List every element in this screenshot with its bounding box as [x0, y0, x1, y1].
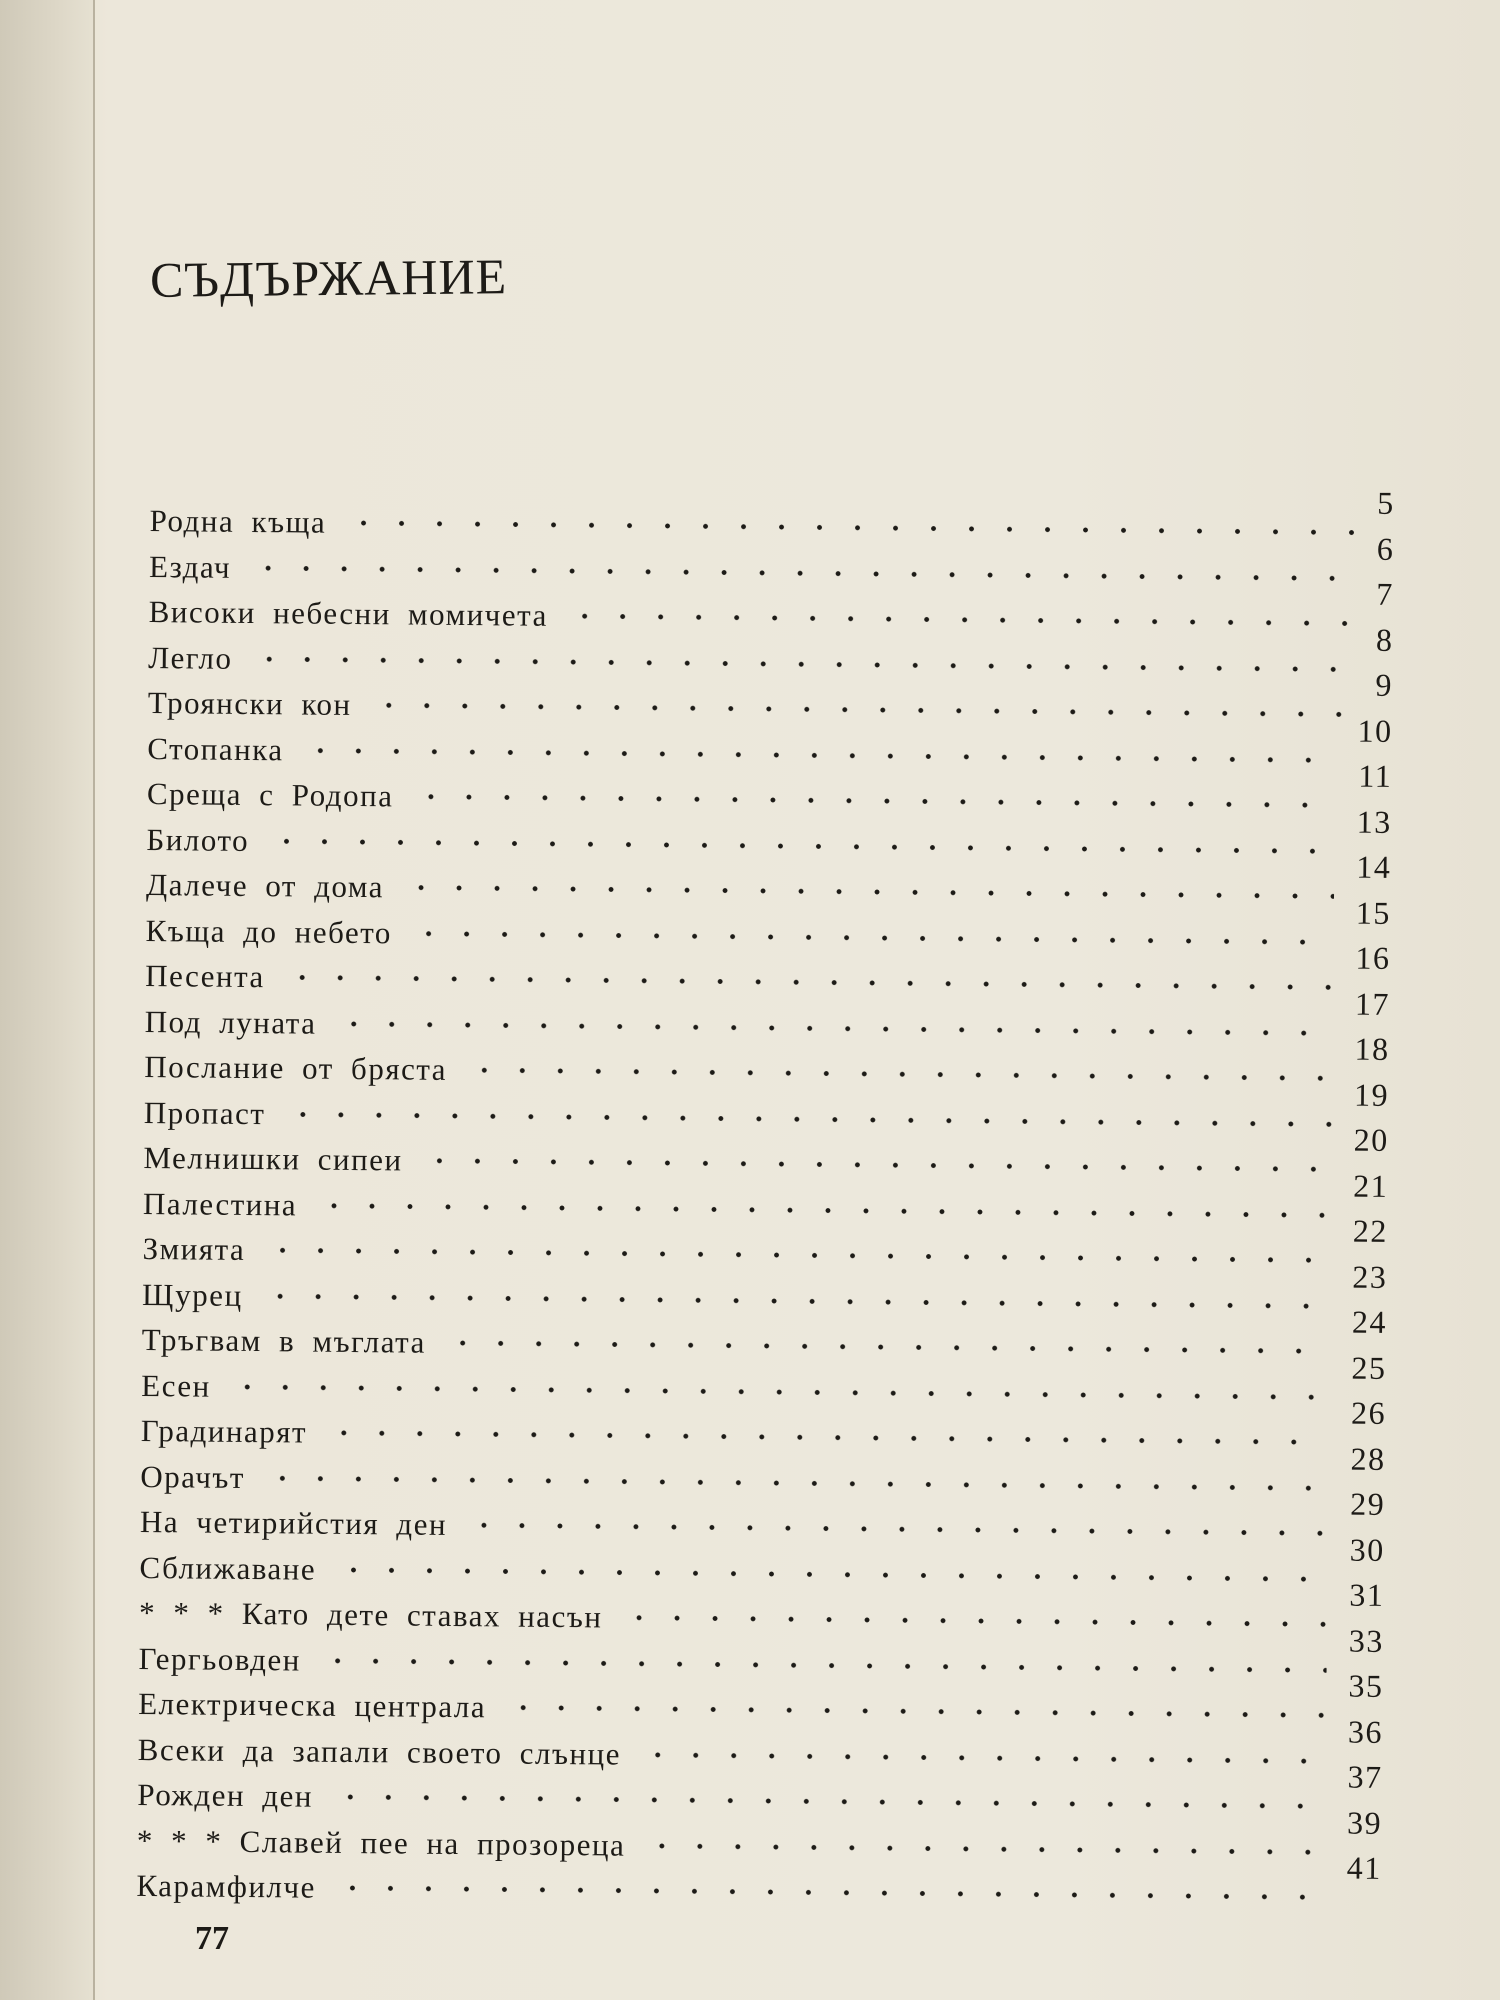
toc-entry-title: Змията — [142, 1230, 246, 1267]
toc-entry-page: 10 — [1357, 712, 1393, 749]
toc-entry-title: Троянски кон — [147, 684, 352, 722]
toc-entry-title: Есен — [141, 1367, 211, 1404]
toc-entry-page: 22 — [1352, 1212, 1388, 1249]
toc-entry-title: Палестина — [142, 1185, 298, 1222]
toc-entry-title: Градинарят — [140, 1412, 308, 1450]
toc-entry-page: 19 — [1353, 1076, 1390, 1113]
page-number: 77 — [195, 1920, 229, 1957]
toc-entry-title: Родна къща — [149, 502, 327, 540]
toc-entry-title: Високи небесни момичета — [148, 593, 548, 633]
toc-entry-title: Среща с Родопа — [146, 775, 394, 814]
toc-entry-title: Щурец — [141, 1276, 243, 1313]
toc-entry-page: 16 — [1355, 939, 1391, 976]
toc-entry-page: 26 — [1350, 1394, 1387, 1431]
toc-entry-title: Къща до небето — [145, 912, 393, 950]
toc-entry-title: Стопанка — [147, 730, 284, 767]
toc-entry-title: Електрическа централа — [138, 1685, 487, 1725]
toc-entry-title: Послание от бряста — [144, 1048, 448, 1087]
toc-entry-page: 18 — [1354, 1030, 1390, 1067]
toc-entry-title: * * * Славей пее на прозореца — [136, 1822, 626, 1863]
toc-entry-page: 17 — [1354, 985, 1391, 1022]
toc-entry-page: 24 — [1351, 1303, 1388, 1340]
toc-entry-page: 8 — [1375, 621, 1394, 658]
toc-entry-title: Песента — [145, 957, 265, 995]
toc-entry-page: 9 — [1375, 666, 1394, 703]
page-gutter — [0, 0, 95, 2000]
toc-entry-title: Далече от дома — [145, 866, 385, 905]
toc-entry-title: Всеки да запали своето слънце — [137, 1731, 622, 1772]
toc-entry-page: 37 — [1347, 1758, 1383, 1795]
table-of-contents — [136, 475, 1395, 1905]
toc-entry-page: 29 — [1350, 1485, 1386, 1522]
toc-entry-page: 11 — [1358, 757, 1393, 794]
contents-heading: СЪДЪРЖАНИЕ — [149, 247, 508, 308]
toc-entry-title: Тръгвам в мъглата — [141, 1321, 427, 1360]
toc-entry-title: * * * Като дете ставах насън — [138, 1594, 603, 1635]
toc-entry-page: 13 — [1356, 803, 1392, 840]
toc-entry-page: 20 — [1353, 1121, 1389, 1158]
toc-entry-title: Рожден ден — [137, 1776, 314, 1814]
toc-entry-title: Ездач — [148, 548, 232, 585]
toc-entry-page: 23 — [1352, 1258, 1388, 1295]
toc-entry-page: 31 — [1349, 1576, 1385, 1613]
toc-entry-title: Мелнишки сипеи — [143, 1139, 403, 1178]
toc-entry-title: Легло — [148, 639, 233, 676]
toc-entry-title: Карамфилче — [136, 1867, 317, 1905]
toc-entry-title: Гергьовден — [138, 1640, 301, 1678]
binding-edge — [93, 0, 95, 2000]
toc-entry-page: 28 — [1350, 1440, 1386, 1477]
toc-entry-page: 25 — [1351, 1349, 1387, 1386]
toc-entry-title: Билото — [146, 821, 250, 858]
dot-leader — [333, 1876, 1324, 1910]
toc-entry-title: Орачът — [140, 1458, 246, 1495]
toc-entry-page: 35 — [1348, 1667, 1384, 1704]
toc-entry-page: 14 — [1356, 848, 1392, 885]
toc-entry-page: 7 — [1376, 575, 1395, 612]
toc-entry-title: Пропаст — [143, 1094, 266, 1131]
toc-entry-page: 15 — [1355, 894, 1392, 931]
toc-entry-page: 5 — [1377, 484, 1395, 521]
toc-entry-page: 6 — [1376, 530, 1395, 567]
toc-entry-page: 41 — [1346, 1849, 1382, 1886]
toc-entry-page: 30 — [1349, 1531, 1385, 1568]
toc-entry-title: Под луната — [144, 1003, 317, 1041]
toc-entry-title: Сближаване — [139, 1549, 317, 1587]
toc-entry-page: 36 — [1347, 1713, 1384, 1750]
toc-entry-title: На четирийстия ден — [139, 1503, 448, 1542]
toc-entry-page: 33 — [1348, 1622, 1385, 1659]
toc-entry-page: 39 — [1346, 1804, 1383, 1841]
toc-entry-page: 21 — [1353, 1167, 1389, 1204]
